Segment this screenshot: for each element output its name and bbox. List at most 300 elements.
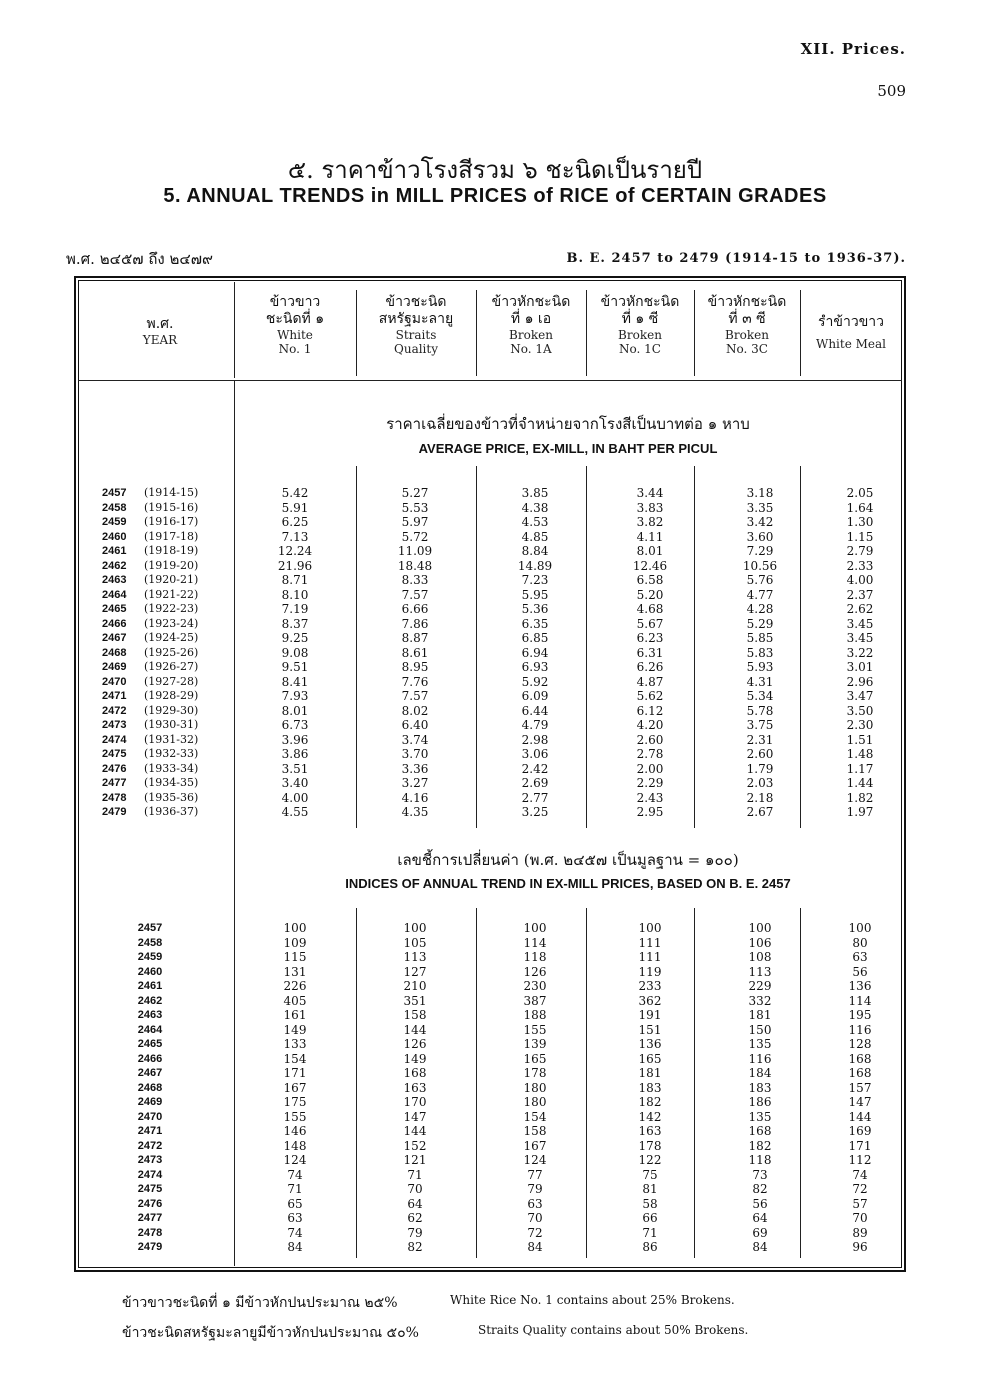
table-row: [80, 502, 900, 514]
value-cell: 4.11: [636, 529, 664, 544]
table-row: [80, 560, 900, 572]
index-cell: 100: [403, 921, 427, 935]
index-cell: 70: [407, 1182, 423, 1196]
value-cell: 7.86: [401, 616, 429, 631]
value-cell: 4.68: [636, 602, 664, 616]
index-cell: 136: [638, 1037, 662, 1051]
index-cell: 210: [403, 979, 427, 993]
ad-year-cell: (1920-21): [144, 573, 199, 586]
footnote-thai: ข้าวขาวชะนิดที่ ๑ มีข้าวหักปนประมาณ ๒๕%: [122, 1295, 398, 1311]
col-header-white-no1: [236, 294, 354, 356]
year-cell: 2470: [102, 675, 127, 688]
year-cell: 2457: [102, 487, 127, 499]
col-header-english: No. 1: [278, 342, 312, 356]
value-cell: 2.31: [746, 732, 774, 747]
col-divider: [356, 290, 357, 376]
year-cell: 2467: [137, 1067, 163, 1079]
index-cell: 163: [403, 1080, 427, 1095]
index-cell: 69: [752, 1225, 768, 1240]
value-cell: 6.94: [521, 645, 549, 660]
ad-year-cell: (1929-30): [144, 703, 199, 717]
value-cell: 2.79: [846, 544, 874, 558]
index-cell: 157: [848, 1080, 872, 1095]
index-cell: 84: [287, 1240, 303, 1254]
index-cell: 100: [523, 921, 547, 935]
table-row: [80, 1066, 900, 1080]
ad-year-cell: (1935-36): [144, 790, 199, 804]
table-row: [80, 1008, 900, 1022]
value-cell: 4.77: [746, 587, 774, 602]
table-row: [80, 1110, 900, 1124]
index-cell: 80: [852, 935, 868, 950]
index-cell: 116: [848, 1022, 872, 1037]
table-row: [80, 1240, 900, 1254]
index-cell: 152: [403, 1138, 427, 1153]
index-cell: 118: [523, 950, 547, 964]
index-cell: 387: [523, 993, 547, 1008]
value-cell: 14.89: [517, 558, 553, 573]
table-row: [80, 676, 900, 688]
ad-year-cell: (1930-31): [144, 718, 199, 731]
index-cell: 155: [283, 1109, 307, 1124]
index-cell: 146: [283, 1124, 307, 1138]
index-cell: 77: [527, 1167, 543, 1182]
index-cell: 73: [752, 1167, 768, 1182]
ad-year-cell: (1923-24): [144, 616, 199, 630]
col-header-thai: สหรัฐมะลายู: [378, 311, 454, 327]
table-row: [80, 1197, 900, 1211]
table-row: [80, 1211, 900, 1225]
index-cell: 188: [523, 1008, 547, 1022]
table-row: [80, 777, 900, 789]
index-cell: 109: [283, 935, 307, 950]
year-cell: 2461: [102, 545, 127, 557]
footnote-thai: ข้าวชะนิดสหรัฐมะลายูมีข้าวหักปนประมาณ ๕๐%: [122, 1325, 419, 1341]
index-cell: 106: [748, 935, 772, 950]
value-cell: 5.42: [281, 486, 309, 500]
value-cell: 5.92: [521, 674, 549, 689]
year-cell: 2468: [102, 646, 127, 659]
value-cell: 5.29: [746, 616, 774, 631]
year-cell: 2475: [137, 1183, 163, 1195]
value-cell: 8.02: [401, 703, 429, 718]
index-cell: 171: [848, 1138, 872, 1153]
table-row: [80, 1124, 900, 1138]
index-cell: 128: [848, 1037, 872, 1051]
ad-year-cell: (1928-29): [144, 689, 199, 702]
index-cell: 100: [283, 921, 307, 935]
year-cell: 2473: [102, 719, 127, 731]
value-cell: 4.00: [281, 790, 309, 805]
index-cell: 226: [283, 979, 307, 993]
index-cell: 229: [748, 979, 772, 993]
value-cell: 2.33: [846, 558, 874, 573]
value-cell: 4.31: [746, 674, 774, 689]
value-cell: 2.69: [521, 776, 549, 790]
value-cell: 3.47: [846, 689, 874, 703]
value-cell: 5.78: [746, 703, 774, 718]
ad-year-cell: (1921-22): [144, 587, 199, 601]
value-cell: 5.76: [746, 573, 774, 587]
value-cell: 8.95: [401, 660, 429, 674]
ad-year-cell: (1919-20): [144, 558, 199, 572]
year-cell: 2465: [102, 603, 127, 615]
col-header-english: YEAR: [142, 333, 178, 347]
year-cell: 2463: [137, 1009, 163, 1021]
col-header-english: Straits: [395, 328, 437, 342]
year-cell: 2479: [137, 1241, 163, 1253]
year-cell: 2474: [137, 1168, 163, 1181]
col-header-broken-1a: [478, 294, 584, 356]
ad-year-cell: (1925-26): [144, 645, 199, 659]
index-cell: 121: [403, 1153, 427, 1167]
col-header-thai: รำข้าวขาว: [818, 314, 884, 330]
index-cell: 57: [852, 1196, 868, 1211]
col-divider: [694, 290, 695, 376]
index-cell: 178: [638, 1138, 662, 1153]
index-cell: 181: [748, 1008, 772, 1022]
index-cell: 84: [527, 1240, 543, 1254]
title-english: 5. ANNUAL TRENDS in MILL PRICES of RICE of CERTAIN GRADES: [163, 185, 827, 207]
value-cell: 6.12: [636, 703, 664, 718]
value-cell: 2.43: [636, 790, 664, 805]
index-cell: 167: [523, 1138, 547, 1153]
index-cell: 82: [752, 1182, 768, 1196]
table-row: [80, 632, 900, 644]
ad-year-cell: (1915-16): [144, 500, 199, 514]
col-header-thai: ข้าวหักชะนิด: [707, 294, 787, 310]
value-cell: 5.27: [401, 486, 429, 500]
year-cell: 2471: [102, 690, 127, 702]
value-cell: 8.87: [401, 631, 429, 645]
value-cell: 3.60: [746, 529, 774, 544]
index-cell: 115: [283, 950, 307, 964]
index-cell: 71: [287, 1182, 303, 1196]
index-cell: 155: [523, 1022, 547, 1037]
year-cell: 2463: [102, 574, 127, 586]
value-cell: 2.96: [846, 674, 874, 689]
value-cell: 1.51: [846, 732, 874, 747]
index-cell: 142: [638, 1109, 662, 1124]
col-header-english: No. 1A: [510, 342, 552, 356]
col-header-english: No. 1C: [619, 342, 661, 356]
index-cell: 135: [748, 1037, 772, 1051]
index-cell: 163: [638, 1124, 662, 1138]
index-cell: 86: [642, 1240, 658, 1254]
col-header-english: Quality: [394, 342, 438, 356]
year-cell: 2470: [137, 1110, 163, 1123]
table-row: [80, 574, 900, 586]
index-cell: 116: [748, 1051, 772, 1066]
table-row: [80, 545, 900, 557]
value-cell: 9.51: [281, 660, 309, 674]
index-cell: 118: [748, 1153, 772, 1167]
value-cell: 2.05: [846, 486, 874, 500]
year-cell: 2479: [102, 806, 127, 818]
table-row: [80, 1081, 900, 1095]
section2-title-thai: เลขชี้การเปลี่ยนค่า (พ.ศ. ๒๔๕๗ เป็นมูลฐาน = ๑๐๐): [397, 851, 739, 869]
index-cell: 75: [642, 1167, 658, 1182]
value-cell: 6.31: [636, 645, 664, 660]
value-cell: 6.35: [521, 616, 549, 631]
footnote-english: Straits Quality contains about 50% Brokens.: [478, 1323, 749, 1337]
value-cell: 8.41: [281, 674, 309, 689]
index-cell: 182: [638, 1095, 662, 1109]
ad-year-cell: (1927-28): [144, 674, 199, 688]
value-cell: 3.75: [746, 718, 774, 732]
value-cell: 4.38: [521, 500, 549, 515]
value-cell: 4.87: [636, 674, 664, 689]
value-cell: 6.66: [401, 602, 429, 616]
index-cell: 111: [638, 935, 662, 950]
section1-title-english: AVERAGE PRICE, EX-MILL, IN BAHT PER PICUL: [418, 441, 718, 456]
value-cell: 1.30: [846, 515, 874, 529]
index-cell: 148: [283, 1138, 307, 1153]
index-cell: 351: [403, 993, 427, 1008]
value-cell: 4.79: [521, 718, 549, 732]
value-cell: 6.85: [521, 631, 549, 645]
year-cell: 2477: [137, 1212, 163, 1224]
index-cell: 181: [638, 1066, 662, 1080]
col-header-english: Broken: [509, 328, 553, 342]
index-cell: 167: [283, 1080, 307, 1095]
index-cell: 113: [748, 964, 772, 979]
year-cell: 2467: [102, 632, 127, 644]
col-header-thai: ข้าวขาว: [269, 294, 321, 310]
value-cell: 5.72: [401, 529, 429, 544]
ad-year-cell: (1918-19): [144, 544, 199, 557]
value-cell: 8.37: [281, 616, 309, 631]
year-cell: 2476: [137, 1197, 163, 1210]
index-cell: 108: [748, 950, 772, 964]
year-cell: 2458: [137, 936, 163, 949]
value-cell: 9.25: [281, 631, 309, 645]
table-row: [80, 1095, 900, 1109]
col-header-broken-3c: [696, 294, 798, 356]
table-row: [80, 734, 900, 746]
index-cell: 58: [642, 1196, 658, 1211]
value-cell: 1.64: [846, 500, 874, 515]
value-cell: 3.45: [846, 616, 874, 631]
col-header-thai: ที่ ๑ ซี: [621, 311, 659, 327]
value-cell: 3.70: [401, 747, 429, 761]
ad-year-cell: (1916-17): [144, 515, 199, 528]
value-cell: 11.09: [397, 544, 433, 558]
index-cell: 79: [527, 1182, 543, 1196]
col-header-english: Broken: [725, 328, 769, 342]
index-cell: 100: [848, 921, 872, 935]
index-cell: 154: [523, 1109, 547, 1124]
index-cell: 149: [403, 1051, 427, 1066]
year-cell: 2462: [102, 559, 127, 572]
index-cell: 127: [403, 964, 427, 979]
value-cell: 5.97: [401, 515, 429, 529]
table-row: [80, 487, 900, 499]
col-header-year: [90, 316, 230, 347]
value-cell: 4.55: [281, 805, 309, 819]
value-cell: 5.34: [746, 689, 774, 703]
col-header-thai: ที่ ๑ เอ: [510, 311, 552, 327]
index-cell: 168: [848, 1066, 872, 1080]
index-cell: 111: [638, 950, 662, 964]
index-cell: 182: [748, 1138, 772, 1153]
value-cell: 6.58: [636, 573, 664, 587]
value-cell: 1.97: [846, 805, 874, 819]
value-cell: 9.08: [281, 645, 309, 660]
ad-year-cell: (1917-18): [144, 529, 199, 543]
index-cell: 147: [403, 1109, 427, 1124]
value-cell: 7.57: [401, 587, 429, 602]
table-row: [80, 792, 900, 804]
value-cell: 5.85: [746, 631, 774, 645]
table-row: [80, 531, 900, 543]
ad-year-cell: (1922-23): [144, 602, 199, 615]
index-cell: 113: [403, 950, 427, 964]
value-cell: 6.93: [521, 660, 549, 674]
value-cell: 3.74: [401, 732, 429, 747]
index-cell: 81: [642, 1182, 658, 1196]
value-cell: 2.78: [636, 747, 664, 761]
index-cell: 100: [638, 921, 662, 935]
index-cell: 144: [403, 1124, 427, 1138]
table-row: [80, 705, 900, 717]
index-cell: 112: [848, 1153, 872, 1167]
index-cell: 124: [283, 1153, 307, 1167]
ad-year-cell: (1932-33): [144, 747, 199, 760]
index-cell: 82: [407, 1240, 423, 1254]
value-cell: 3.36: [401, 761, 429, 776]
header-divider: [78, 380, 902, 381]
value-cell: 5.91: [281, 500, 309, 515]
table-row: [80, 1037, 900, 1051]
value-cell: 8.01: [281, 703, 309, 718]
table-row: [80, 1226, 900, 1240]
year-cell: 2472: [102, 704, 127, 717]
value-cell: 5.83: [746, 645, 774, 660]
table-row: [80, 1182, 900, 1196]
year-cell: 2459: [137, 951, 163, 963]
value-cell: 2.29: [636, 776, 664, 790]
value-cell: 5.36: [521, 602, 549, 616]
value-cell: 7.57: [401, 689, 429, 703]
table-row: [80, 1139, 900, 1153]
year-cell: 2461: [137, 980, 163, 992]
year-cell: 2472: [137, 1139, 163, 1152]
value-cell: 8.10: [281, 587, 309, 602]
ad-year-cell: (1934-35): [144, 776, 199, 789]
table-row: [80, 661, 900, 673]
value-cell: 7.76: [401, 674, 429, 689]
year-cell: 2469: [102, 661, 127, 673]
value-cell: 3.35: [746, 500, 774, 515]
year-cell: 2476: [102, 762, 127, 775]
value-cell: 3.01: [846, 660, 874, 674]
index-cell: 180: [523, 1080, 547, 1095]
index-cell: 79: [407, 1225, 423, 1240]
value-cell: 2.62: [846, 602, 874, 616]
col-header-thai: ข้าวชะนิด: [385, 294, 447, 310]
value-cell: 6.73: [281, 718, 309, 732]
year-cell: 2464: [137, 1023, 163, 1036]
value-cell: 7.13: [281, 529, 309, 544]
index-cell: 151: [638, 1022, 662, 1037]
index-cell: 183: [638, 1080, 662, 1095]
value-cell: 4.53: [521, 515, 549, 529]
year-cell: 2457: [137, 922, 163, 934]
ad-year-cell: (1931-32): [144, 732, 199, 746]
index-cell: 64: [407, 1196, 423, 1211]
value-cell: 12.46: [632, 558, 668, 573]
year-cell: 2478: [102, 791, 127, 804]
table-row: [80, 589, 900, 601]
col-header-straits: [358, 294, 474, 356]
index-cell: 63: [287, 1211, 303, 1225]
index-cell: 74: [852, 1167, 868, 1182]
index-cell: 135: [748, 1109, 772, 1124]
value-cell: 5.20: [636, 587, 664, 602]
index-cell: 119: [638, 964, 662, 979]
index-cell: 171: [283, 1066, 307, 1080]
value-cell: 2.03: [746, 776, 774, 790]
value-cell: 8.61: [401, 645, 429, 660]
table-row: [80, 994, 900, 1008]
index-cell: 144: [403, 1022, 427, 1037]
col-header-english: No. 3C: [726, 342, 768, 356]
table-row: [80, 1168, 900, 1182]
col-header-english: White Meal: [815, 337, 887, 351]
col-header-thai: พ.ศ.: [146, 316, 174, 332]
value-cell: 4.16: [401, 790, 429, 805]
table-row: [80, 1023, 900, 1037]
col-header-english: White: [277, 328, 313, 342]
index-cell: 168: [848, 1051, 872, 1066]
table-row: [80, 921, 900, 935]
value-cell: 3.40: [281, 776, 309, 790]
index-cell: 65: [287, 1196, 303, 1211]
value-cell: 3.42: [746, 515, 774, 529]
index-cell: 169: [848, 1124, 872, 1138]
value-cell: 4.85: [521, 529, 549, 544]
index-cell: 136: [848, 979, 872, 993]
index-cell: 147: [848, 1095, 872, 1109]
value-cell: 4.20: [636, 718, 664, 732]
index-cell: 100: [748, 921, 772, 935]
year-cell: 2469: [137, 1096, 163, 1108]
value-cell: 3.51: [281, 761, 309, 776]
index-cell: 114: [523, 935, 547, 950]
value-cell: 2.18: [746, 790, 774, 805]
col-header-thai: ชะนิดที่ ๑: [265, 311, 325, 327]
value-cell: 21.96: [277, 558, 313, 573]
index-cell: 139: [523, 1037, 547, 1051]
value-cell: 1.48: [846, 747, 874, 761]
col-header-thai: ข้าวหักชะนิด: [491, 294, 571, 310]
year-cell: 2466: [102, 617, 127, 630]
index-cell: 114: [848, 993, 872, 1008]
section2-title-english: INDICES OF ANNUAL TREND IN EX-MILL PRICES, BASED ON B. E. 2457: [345, 876, 791, 891]
ad-year-cell: (1926-27): [144, 660, 199, 673]
index-cell: 161: [283, 1008, 307, 1022]
index-cell: 165: [523, 1051, 547, 1066]
index-cell: 405: [283, 993, 307, 1008]
index-cell: 71: [407, 1167, 423, 1182]
index-cell: 122: [638, 1153, 662, 1167]
year-cell: 2459: [102, 516, 127, 528]
value-cell: 1.15: [846, 529, 874, 544]
year-cell: 2465: [137, 1038, 163, 1050]
col-header-english: Broken: [618, 328, 662, 342]
value-cell: 4.28: [746, 602, 774, 616]
